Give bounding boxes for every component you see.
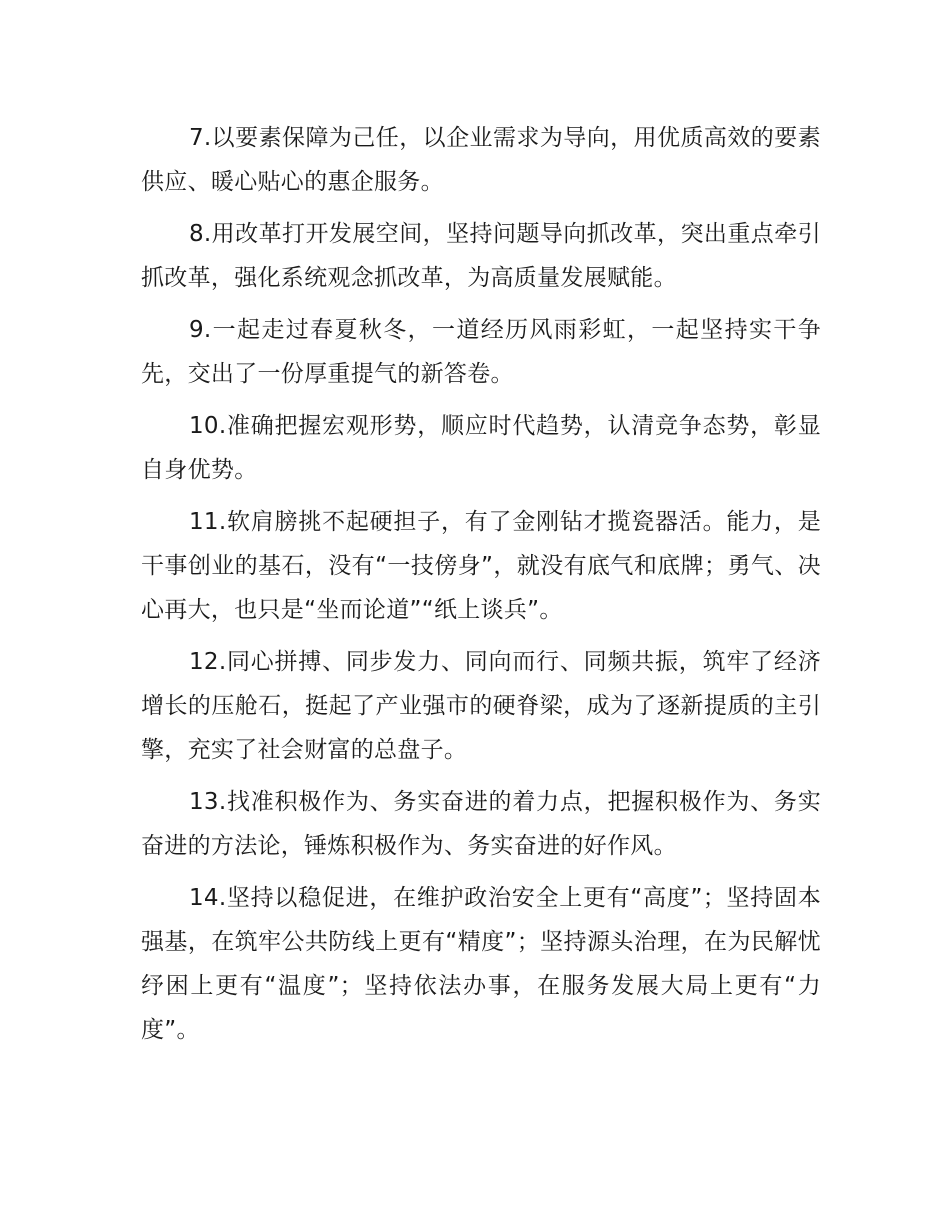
paragraph-14: 14.坚持以稳促进，在维护政治安全上更有“高度”；坚持固本强基，在筑牢公共防线上更有“精度”；坚持源头治理，在为民解忧纾困上更有“温度”；坚持依法办事，在服务发展大局上更有“力度”。 — [141, 885, 821, 1043]
paragraph-8: 8.用改革打开发展空间，坚持问题导向抓改革，突出重点牵引抓改革，强化系统观念抓改革，为高质量发展赋能。 — [141, 221, 821, 291]
paragraph-13: 13.找准积极作为、务实奋进的着力点，把握积极作为、务实奋进的方法论，锤炼积极作为、务实奋进的好作风。 — [141, 789, 821, 859]
paragraph-9: 9.一起走过春夏秋冬，一道经历风雨彩虹，一起坚持实干争先，交出了一份厚重提气的新答卷。 — [141, 317, 821, 387]
paragraph-12: 12.同心拼搏、同步发力、同向而行、同频共振，筑牢了经济增长的压舱石，挺起了产业强市的硬脊梁，成为了逐新提质的主引擎，充实了社会财富的总盘子。 — [141, 649, 821, 763]
document-body — [141, 116, 821, 1060]
paragraph-11: 11.软肩膀挑不起硬担子，有了金刚钻才揽瓷器活。能力，是干事创业的基石，没有“一技傍身”，就没有底气和底牌；勇气、决心再大，也只是“坐而论道”“纸上谈兵”。 — [141, 509, 821, 623]
paragraph-7: 7.以要素保障为己任，以企业需求为导向，用优质高效的要素供应、暖心贴心的惠企服务。 — [141, 125, 821, 195]
paragraph-10: 10.准确把握宏观形势，顺应时代趋势，认清竞争态势，彰显自身优势。 — [141, 413, 821, 483]
